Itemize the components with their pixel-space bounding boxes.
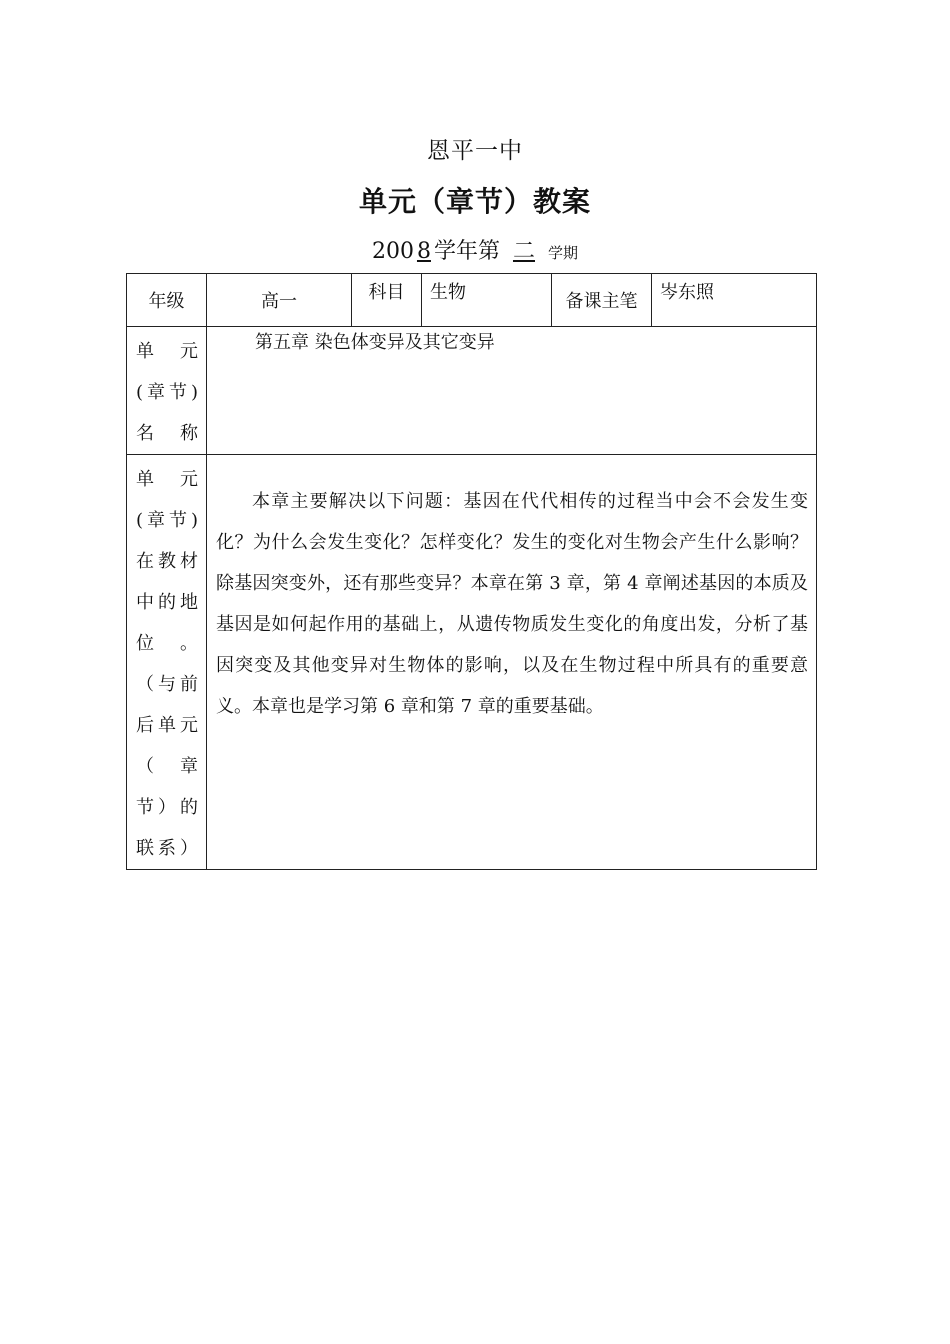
- label-line: 名称: [136, 423, 198, 444]
- teacher-label: 备课主笔: [552, 274, 652, 327]
- subject-label: 科目: [352, 274, 422, 327]
- teacher-value: 岑东照: [652, 274, 817, 327]
- table-row: [127, 274, 817, 327]
- term-number: 二: [512, 239, 535, 264]
- label-line: （ 章: [136, 756, 198, 777]
- school-name: 恩平一中: [427, 138, 523, 164]
- position-text: 本章主要解决以下问题：基因在代代相传的过程当中会不会发生变化？为什么会发生变化？怎样变化？发生的变化对生物会产生什么影响？除基因突变外，还有那些变异？本章在第 3 章，第 4 章阐述基因的本质及基因是如何起作用的基础上，从遗传物质发生变化的角度出发，分析了基因突变及其他变异对生物体的影响，以及在生物过程中所具有的重要意义。本章也是学习第 6 章和第 7 章的重要基础。: [207, 455, 817, 870]
- label-line: 节）的: [136, 797, 198, 818]
- table-row: [127, 455, 817, 870]
- label-line: 在教材: [136, 551, 198, 572]
- grade-value: 高一: [207, 274, 352, 327]
- year-prefix: 200: [371, 239, 414, 264]
- year-digit: 8: [416, 239, 431, 264]
- unit-name-value: 第五章 染色体变异及其它变异: [207, 327, 817, 455]
- subject-value: 生物: [422, 274, 552, 327]
- term-suffix: 学期: [548, 244, 579, 262]
- label-line: (章节): [136, 510, 198, 531]
- document-title: 单元（章节）教案: [358, 185, 591, 218]
- label-line: 单 元: [136, 469, 198, 490]
- label-line: (章节): [136, 382, 198, 403]
- label-line: 位 。: [136, 633, 198, 654]
- lesson-plan-table: [126, 273, 817, 870]
- label-line: 中的地: [136, 592, 198, 613]
- label-line: 后单元: [136, 715, 198, 736]
- label-line: （与前: [136, 674, 198, 695]
- term-line: [0, 234, 950, 265]
- label-line: 联系）: [136, 838, 198, 859]
- grade-label: 年级: [127, 274, 207, 327]
- year-suffix: 学年第: [433, 239, 500, 264]
- position-label: [127, 455, 207, 870]
- table-row: [127, 327, 817, 455]
- label-line: 单 元: [136, 341, 198, 362]
- unit-name-label: [127, 327, 207, 455]
